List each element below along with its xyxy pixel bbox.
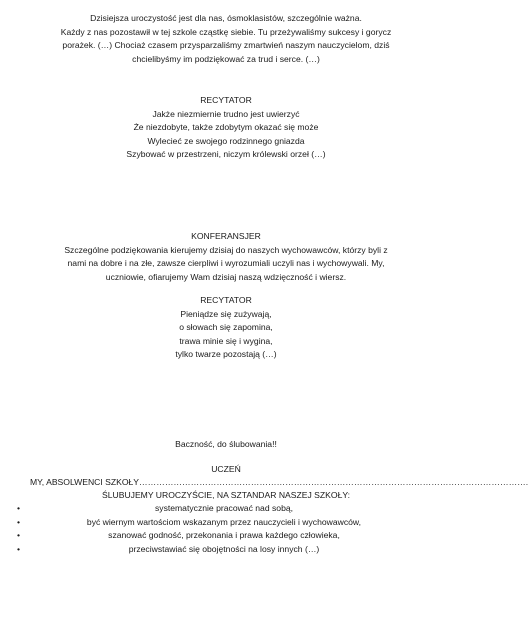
announcer-section: [22, 230, 430, 284]
poem-line: Wylecieć ze swojego rodzinnego gniazda: [147, 135, 305, 146]
bullet-icon: •: [17, 530, 21, 540]
bullet-icon: •: [17, 516, 21, 527]
speaker-label: RECYTATOR: [200, 295, 252, 305]
poem-line: Że niezdobyte, także zdobytym okazać się może: [133, 122, 319, 132]
student-speaker: [22, 463, 430, 477]
list-item: [14, 502, 434, 516]
list-item: [14, 529, 434, 543]
poem-line: trawa minie się i wygina,: [179, 335, 273, 346]
intro-line: chcielibyśmy im podziękować za trud i serce. (…): [132, 53, 320, 64]
speaker-label: RECYTATOR: [200, 95, 252, 105]
intro-line: Dzisiejsza uroczystość jest dla nas, ósmoklasistów, szczególnie ważna.: [90, 13, 362, 23]
command-line: [22, 438, 430, 452]
poem-line: tylko twarze pozostają (…): [175, 349, 277, 359]
intro-line: Każdy z nas pozostawił w tej szkole cząstkę siebie. Tu przeżywaliśmy sukcesy i gorycz: [60, 26, 392, 37]
poem-line: o słowach się zapomina,: [179, 322, 273, 332]
bullet-icon: •: [17, 543, 21, 554]
oath-list: [14, 502, 434, 556]
list-item-text: szanować godność, przekonania i prawa każdego człowieka,: [108, 530, 340, 540]
command-text: Baczność, do ślubowania!!: [175, 439, 277, 449]
speech-line: uczniowie, ofiarujemy Wam dzisiaj naszą wdzięczność i wiersz.: [105, 271, 347, 282]
list-item-text: przeciwstawiać się obojętności na losy innych (…): [128, 543, 320, 554]
vow-text: ŚLUBUJEMY UROCZYŚCIE, NA SZTANDAR NASZEJ SZKOŁY:: [102, 490, 350, 500]
speaker-label: UCZEŃ: [211, 464, 241, 474]
vow-heading: [22, 489, 430, 503]
list-item: [14, 516, 434, 530]
poem-line: Jakże niezmiernie trudno jest uwierzyć: [152, 108, 300, 119]
intro-line: porażek. (…) Chociaż czasem przysparzaliśmy zmartwień naszym nauczycielom, dziś: [62, 40, 390, 50]
list-item: [14, 543, 434, 557]
oath-intro: MY, ABSOLWENCI SZKOŁY……………………………………………………………………………………………………………………….: [30, 477, 528, 487]
speech-line: nami na dobre i na złe, zawsze cierpliwi i wyrozumiali uczyli nas i wychowywali. My,: [67, 258, 385, 268]
list-item-text: systematycznie pracować nad sobą,: [154, 503, 294, 513]
bullet-icon: •: [17, 503, 21, 513]
intro-paragraph: [22, 12, 430, 66]
recitation-2: [22, 294, 430, 362]
speaker-label: KONFERANSJER: [191, 231, 261, 241]
speech-line: Szczególne podziękowania kierujemy dzisiaj do naszych wychowawców, którzy byli z: [64, 244, 388, 255]
list-item-text: być wiernym wartościom wskazanym przez nauczycieli i wychowawców,: [86, 516, 362, 527]
recitation-1: [22, 94, 430, 162]
poem-line: Pieniądze się zużywają,: [180, 308, 272, 319]
poem-line: Szybować w przestrzeni, niczym królewski orzeł (…): [126, 149, 326, 159]
